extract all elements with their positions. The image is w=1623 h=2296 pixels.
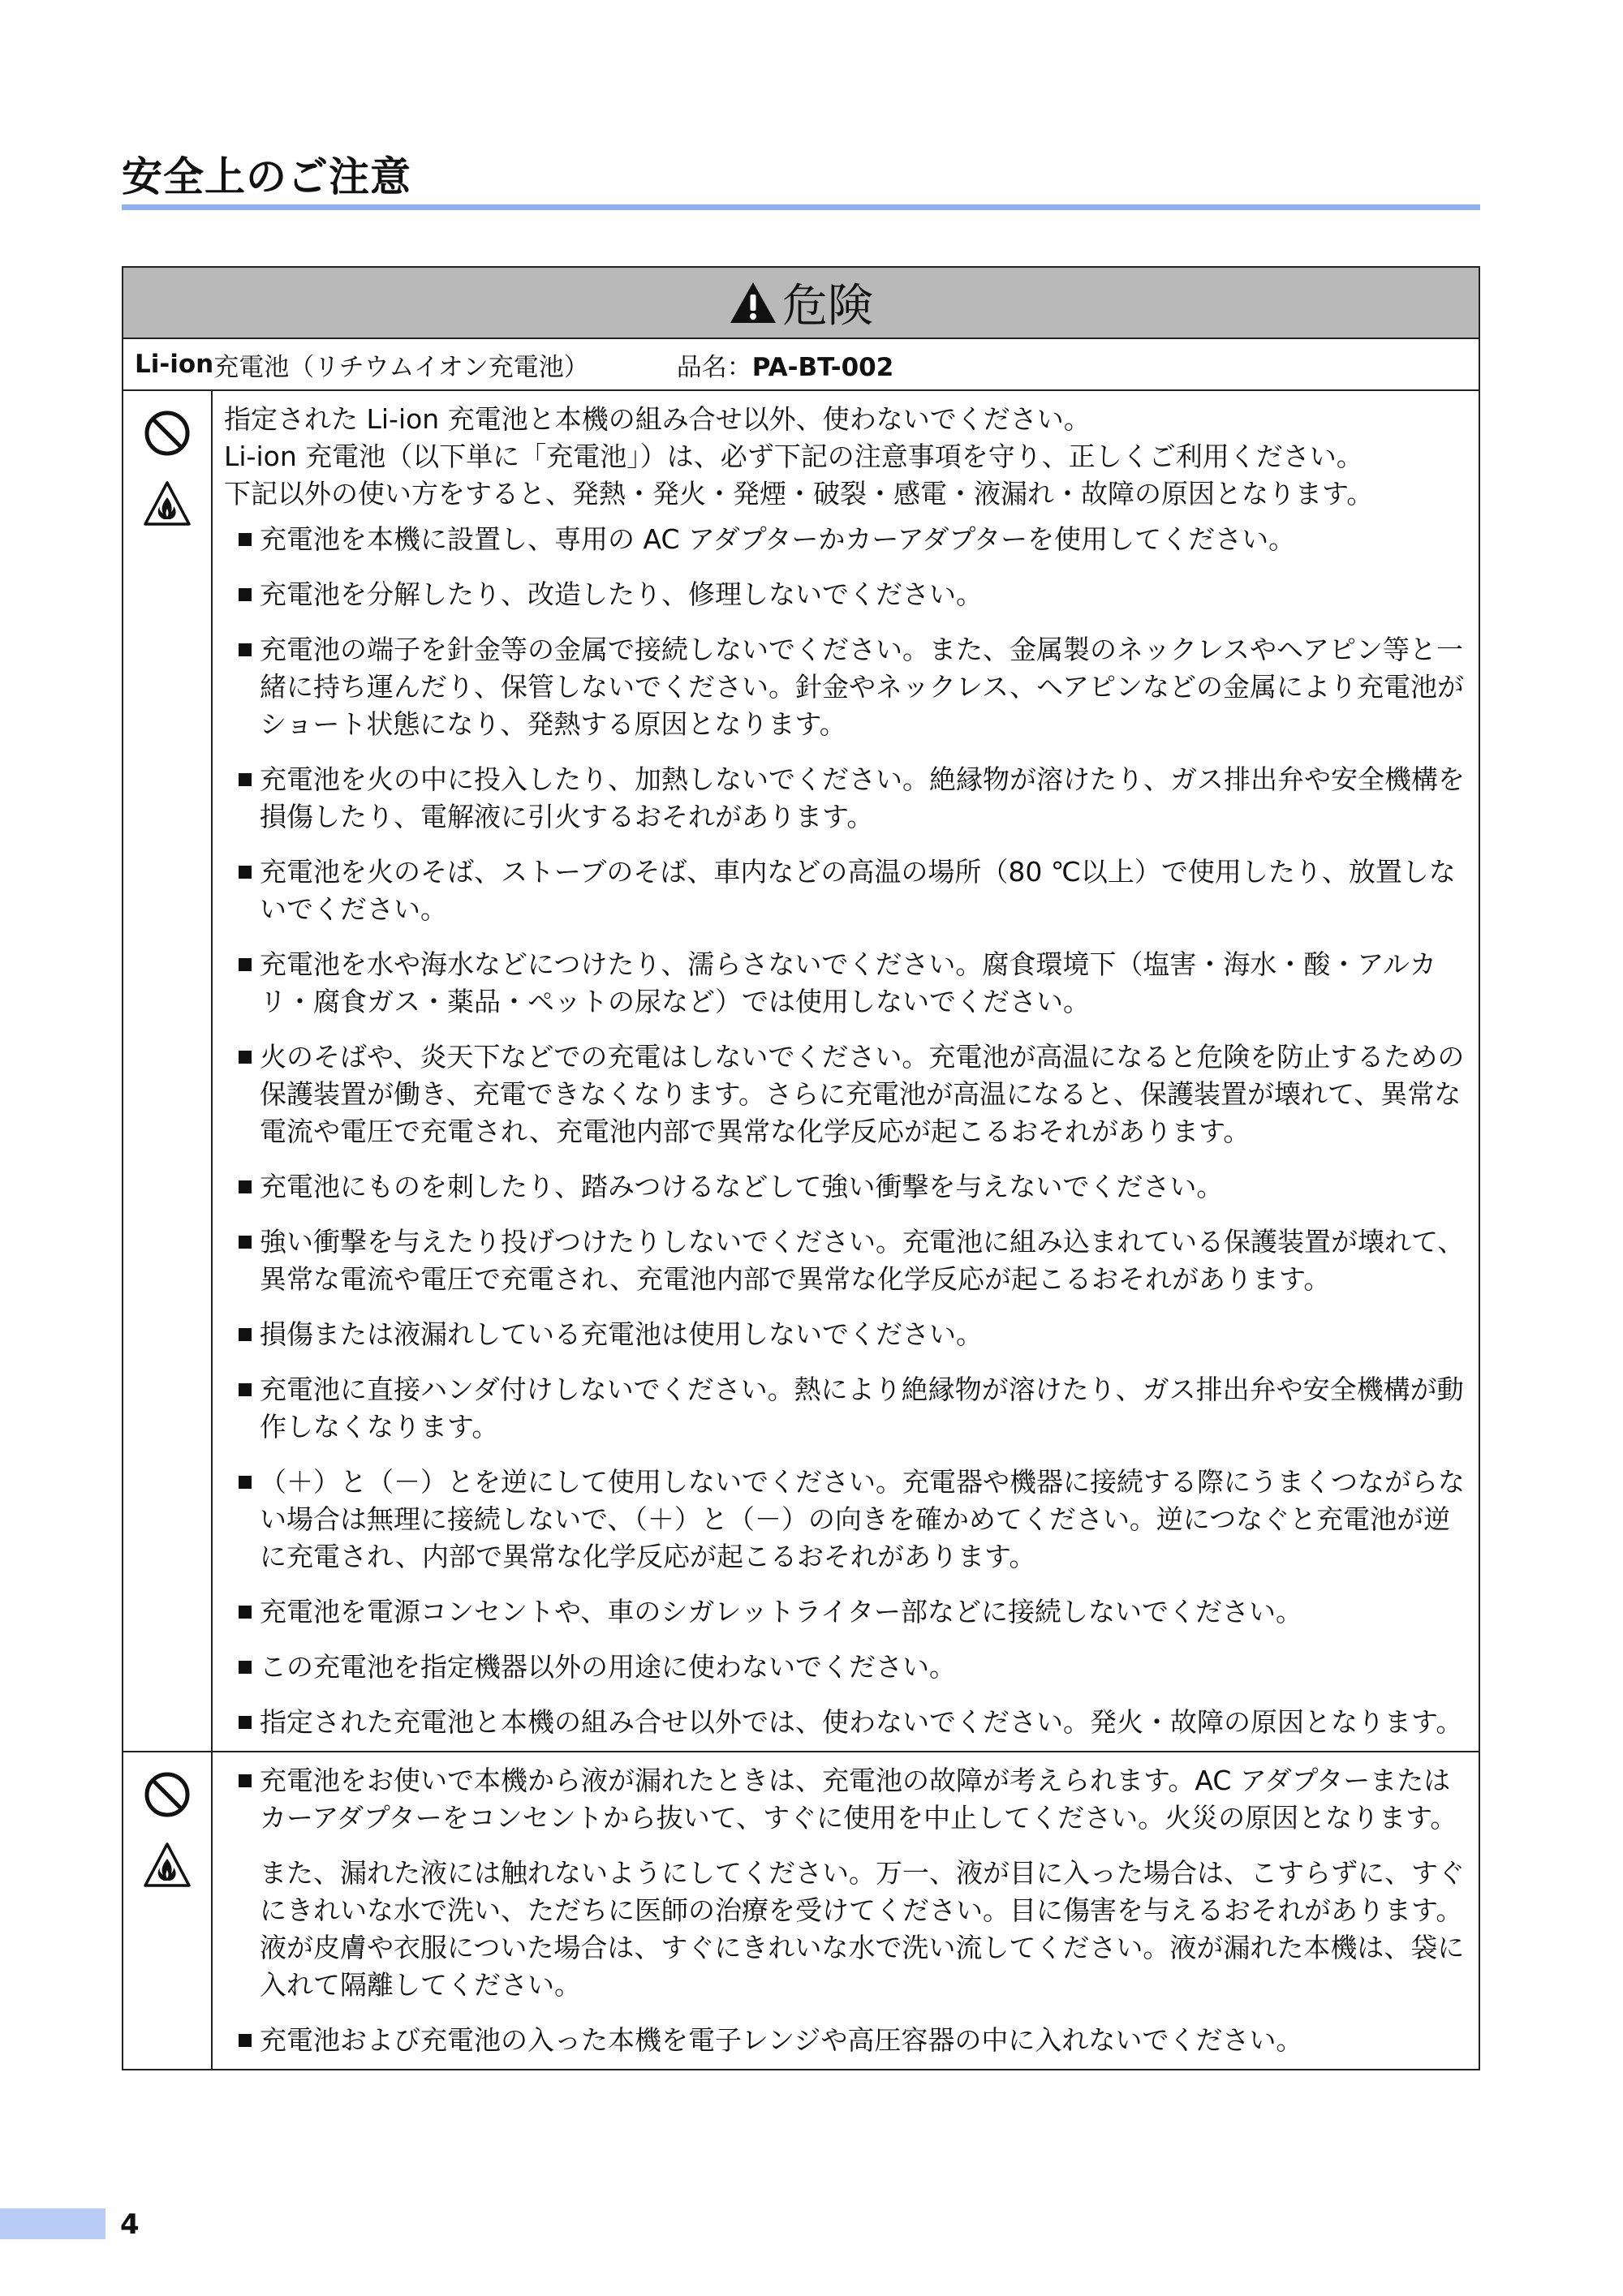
list-item: 充電池に直接ハンダ付けしないでください。熱により絶縁物が溶けたり、ガス排出弁や安全機構が動作しなくなります。 (224, 1371, 1467, 1446)
product-name: Li-ion (135, 350, 214, 379)
model-group (677, 346, 894, 383)
fire-warning-icon (143, 480, 192, 527)
prohibition-icon (143, 1770, 192, 1819)
page-title: 安全上のご注意 (122, 153, 411, 200)
list-item-paragraph: また、漏れた液には触れないようにしてください。万一、液が目に入った場合は、こすらずに、すぐにきれいな水で洗い、ただちに医師の治療を受けてください。目に傷害を与えるおそれがあります。液が皮膚や衣服についた場合は、すぐにきれいな水で洗い流してください。液が漏れた本機は、袋に入れて隔離してください。 (260, 1857, 1465, 2001)
danger-table (122, 266, 1480, 2070)
warning-text (213, 1752, 1479, 2069)
prohibition-icon (143, 409, 192, 458)
list-item (224, 1762, 1467, 2004)
list-item-text: 充電池をお使いで本機から液が漏れたときは、充電池の故障が考えられます。AC アダプターまたはカーアダプターをコンセントから抜いて、すぐに使用を中止してください。火災の原因となります。 (260, 1765, 1457, 1834)
warning-text (213, 391, 1479, 1751)
list-item: 充電池の端子を針金等の金属で接続しないでください。また、金属製のネックレスやヘアピン等と一緒に持ち運んだり、保管しないでください。針金やネックレス、ヘアピンなどの金属により充電池がショート状態になり、発熱する原因となります。 (224, 631, 1467, 743)
warning-list (224, 521, 1467, 1741)
intro-line: 下記以外の使い方をすると、発熱・発火・発煙・破裂・感電・液漏れ・故障の原因となります。 (224, 478, 1374, 510)
list-item: 充電池を水や海水などにつけたり、濡らさないでください。腐食環境下（塩害・海水・酸・アルカリ・腐食ガス・薬品・ペットの尿など）では使用しないでください。 (224, 946, 1467, 1021)
list-item: 充電池を電源コンセントや、車のシガレットライター部などに接続しないでください。 (224, 1593, 1467, 1631)
danger-label: 危険 (782, 280, 873, 333)
fire-warning-icon (143, 1842, 192, 1889)
list-item: 損傷または液漏れしている充電池は使用しないでください。 (224, 1316, 1467, 1353)
model-label: 品名： (676, 352, 752, 382)
intro-line: 指定された Li-ion 充電池と本機の組み合せ以外、使わないでください。 (224, 403, 1091, 435)
warning-list (224, 1762, 1467, 2059)
list-item: この充電池を指定機器以外の用途に使わないでください。 (224, 1649, 1467, 1686)
model-value: PA-BT-002 (751, 352, 894, 382)
list-item: 充電池および充電池の入った本機を電子レンジや高圧容器の中に入れないでください。 (224, 2022, 1467, 2059)
list-item: （＋）と（－）とを逆にして使用しないでください。充電器や機器に接続する際にうまくつながらない場合は無理に接続しないで、（＋）と（－）の向きを確かめてください。逆につなぐと充電池が逆に充電され、内部で異常な化学反応が起こるおそれがあります。 (224, 1464, 1467, 1576)
icon-column (123, 1752, 213, 2069)
warning-triangle-icon (729, 281, 777, 325)
title-rule (122, 204, 1480, 210)
danger-header (123, 268, 1479, 339)
list-item: 強い衝撃を与えたり投げつけたりしないでください。充電池に組み込まれている保護装置が壊れて、異常な電流や電圧で充電され、充電池内部で異常な化学反応が起こるおそれがあります。 (224, 1223, 1467, 1298)
product-desc: 充電池（リチウムイオン充電池） (213, 352, 589, 382)
list-item: 充電池を火のそば、ストーブのそば、車内などの高温の場所（80 ℃以上）で使用したり、放置しないでください。 (224, 853, 1467, 928)
warning-section-1 (123, 391, 1479, 1751)
list-item: 充電池にものを刺したり、踏みつけるなどして強い衝撃を与えないでください。 (224, 1168, 1467, 1206)
icon-column (123, 391, 213, 1751)
list-item: 充電池を本機に設置し、専用の AC アダプターかカーアダプターを使用してください。 (224, 521, 1467, 558)
intro-line: Li-ion 充電池（以下単に「充電池」）は、必ず下記の注意事項を守り、正しくご利用ください。 (224, 441, 1363, 472)
product-row (123, 339, 1479, 391)
list-item: 充電池を分解したり、改造したり、修理しないでください。 (224, 576, 1467, 613)
page-number: 4 (120, 2208, 140, 2241)
list-item: 指定された充電池と本機の組み合せ以外では、使わないでください。発火・故障の原因となります。 (224, 1704, 1467, 1741)
footer-bar (0, 2208, 105, 2239)
intro-text (224, 401, 1467, 513)
warning-section-2 (123, 1751, 1479, 2069)
list-item: 火のそばや、炎天下などでの充電はしないでください。充電池が高温になると危険を防止するための保護装置が働き、充電できなくなります。さらに充電池が高温になると、保護装置が壊れて、異常な電流や電圧で充電され、充電池内部で異常な化学反応が起こるおそれがあります。 (224, 1038, 1467, 1150)
list-item: 充電池を火の中に投入したり、加熱しないでください。絶縁物が溶けたり、ガス排出弁や安全機構を損傷したり、電解液に引火するおそれがあります。 (224, 761, 1467, 836)
